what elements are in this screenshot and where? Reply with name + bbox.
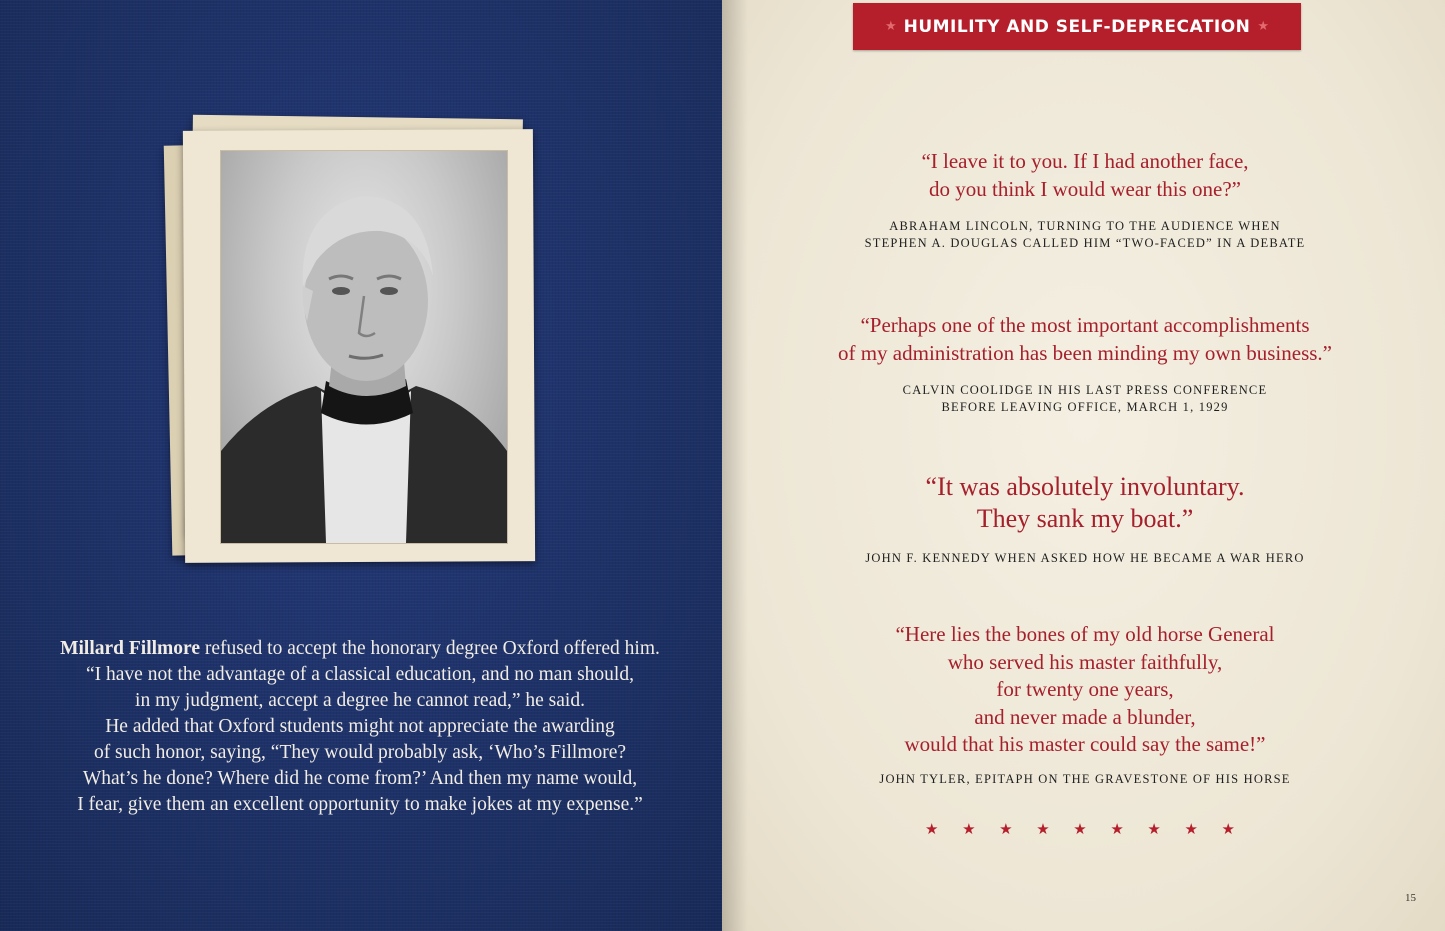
right-page xyxy=(722,0,1445,931)
quote-attribution: JOHN F. KENNEDY WHEN ASKED HOW HE BECAME A WAR HERO xyxy=(865,551,1305,565)
star-icon: ★ xyxy=(1110,820,1124,838)
anecdote-line: I fear, give them an excellent opportunity to make jokes at my expense.” xyxy=(77,794,643,815)
star-icon: ★ xyxy=(1147,820,1161,838)
star-icon: ★ xyxy=(1184,820,1198,838)
star-icon: ★ xyxy=(925,820,939,838)
quote-attribution: ABRAHAM LINCOLN, TURNING TO THE AUDIENCE WHEN STEPHEN A. DOUGLAS CALLED HIM “TWO-FACED” IN A DEBATE xyxy=(864,219,1306,250)
fillmore-anecdote xyxy=(20,636,700,818)
quote-tyler xyxy=(760,621,1410,788)
anecdote-line: He added that Oxford students might not appreciate the awarding xyxy=(105,716,615,737)
star-icon: ★ xyxy=(1257,19,1270,34)
quote-text: “Perhaps one of the most important accomplishments of my administration has been minding my own business.” xyxy=(837,313,1333,365)
anecdote-line: Millard Fillmore refused to accept the honorary degree Oxford offered him. xyxy=(60,638,660,659)
fillmore-name: Millard Fillmore xyxy=(60,638,201,659)
section-banner xyxy=(853,3,1301,50)
star-icon: ★ xyxy=(1073,820,1087,838)
section-title: HUMILITY AND SELF-DEPRECATION xyxy=(903,16,1251,37)
quote-text: “I leave it to you. If I had another face, do you think I would wear this one?” xyxy=(921,149,1249,201)
quote-coolidge xyxy=(760,311,1410,416)
fillmore-portrait xyxy=(220,150,508,544)
photo-stack xyxy=(168,112,540,572)
anecdote-line: in my judgment, accept a degree he cannot read,” he said. xyxy=(135,690,585,711)
star-icon: ★ xyxy=(1036,820,1050,838)
quote-attribution: CALVIN COOLIDGE IN HIS LAST PRESS CONFERENCE BEFORE LEAVING OFFICE, MARCH 1, 1929 xyxy=(902,383,1268,414)
anecdote-line: “I have not the advantage of a classical education, and no man should, xyxy=(86,664,634,685)
star-divider xyxy=(925,820,1235,838)
star-icon: ★ xyxy=(884,19,897,34)
anecdote-line: of such honor, saying, “They would probably ask, ‘Who’s Fillmore? xyxy=(93,742,627,763)
quote-kennedy xyxy=(760,471,1410,567)
anecdote-line: What’s he done? Where did he come from?’ And then my name would, xyxy=(82,768,638,789)
page-gutter xyxy=(722,0,748,931)
star-icon: ★ xyxy=(962,820,976,838)
page-number: 15 xyxy=(1405,892,1416,904)
left-page xyxy=(0,0,722,931)
quote-lincoln xyxy=(760,147,1410,252)
quote-attribution: JOHN TYLER, EPITAPH ON THE GRAVESTONE OF HIS HORSE xyxy=(879,771,1291,786)
star-icon: ★ xyxy=(999,820,1013,838)
quote-text: “Here lies the bones of my old horse General who served his master faithfully, for twenty one years, and never made a blunder, would that his master could say the same!” xyxy=(895,622,1275,756)
quote-text: “It was absolutely involuntary. They sank my boat.” xyxy=(925,472,1245,533)
star-icon: ★ xyxy=(1221,820,1235,838)
